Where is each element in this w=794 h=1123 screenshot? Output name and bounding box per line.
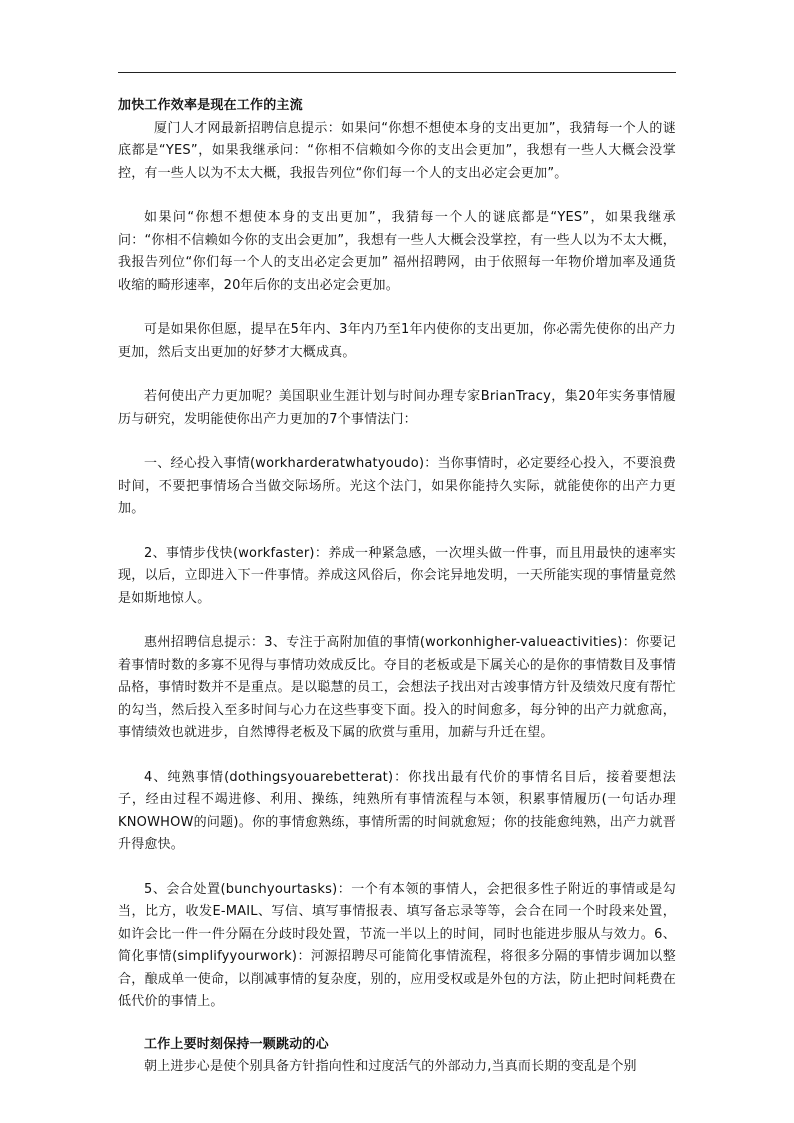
paragraph: 可是如果你但愿，提早在5年内、3年内乃至1年内使你的支出更加，你必需先使你的出产力更加，然后支出更加的好梦才大概成真。 [118,322,676,360]
paragraph-gap [118,431,676,453]
paragraph-gap [118,364,676,386]
paragraph-gap [118,185,676,207]
paragraph: 若何使出产力更加呢？美国职业生涯计划与时间办理专家BrianTracy，集20年实务事情履历与研究，发明能使你出产力更加的7个事情法门： [118,389,676,427]
paragraph-gap [118,857,676,879]
paragraph-gap [118,297,676,319]
paragraph: 厦门人才网最新招聘信息提示：如果问“你想不想使本身的支出更加”，我猜每一个人的谜底都是“YES”，如果我继承问：“你相不信赖如今你的支出会更加”，我想有一些人大概会没掌控，有一些人以为不太大概，我报告列位“你们每一个人的支出必定会更加”。 [118,120,676,181]
paragraph: 5、会合处置(bunchyourtasks)：一个有本领的事情人，会把很多性子附近的事情或是勾当，比方，收发E-MAIL、写信、填写事情报表、填写备忘录等等，会合在同一个时段来处置，如许会比一件一件分隔在分歧时段处置，节流一半以上的时间，同时也能进步服从与效力。6、简化事情(simplifyyourwork)：河源招聘尽可能简化事情流程，将很多分隔的事情步调加以整合，酿成单一使命，以削减事情的复杂度，别的，应用受权或是外包的方法，防止把时间耗费在低代价的事情上。 [118,881,676,1009]
document-body [118,95,676,1079]
paragraph: 朝上进步心是使个别具备方针指向性和过度活气的外部动力,当真而长期的变乱是个别 [144,1059,637,1074]
paragraph-gap [118,521,676,543]
paragraph: 如果问“你想不想使本身的支出更加”，我猜每一个人的谜底都是“YES”，如果我继承问：“你相不信赖如今你的支出会更加”，我想有一些人大概会没掌控，有一些人以为不太大概，我报告列位“你们每一个人的支出必定会更加” 福州招聘网，由于依照每一年物价增加率及通货收缩的畸形速率，20年后你的支出必定会更加。 [118,210,676,293]
paragraph-gap [118,745,676,767]
paragraph: 4、纯熟事情(dothingsyouarebetterat)：你找出最有代价的事情名目后，接着要想法子，经由过程不竭进修、利用、操练，纯熟所有事情流程与本领，积累事情履历(一句话办理KNOWHOW的问题)。你的事情愈熟练，事情所需的时间就愈短；你的技能愈纯熟，出产力就晋升得愈快。 [118,769,676,852]
paragraph: 2、事情步伐快(workfaster)：养成一种紧急感，一次埋头做一件事，而且用最快的速率实现，以后，立即进入下一件事情。养成这风俗后，你会诧异地发明，一天所能实现的事情量竟然是如斯地惊人。 [118,545,676,606]
paragraph: 一、经心投入事情(workharderatwhatyoudo)：当你事情时，必定要经心投入，不要浪费时间，不要把事情场合当做交际场所。光这个法门，如果你能持久实际，就能使你的出产力更加。 [118,456,676,516]
paragraph: 惠州招聘信息提示：3、专注于高附加值的事情(workonhigher-valueactivities)：你要记着事情时数的多寡不见得与事情功效成反比。夺目的老板或是下属关心的是你的事情数目及事情品格，事情时数并不是重点。是以聪慧的员工，会想法子找出对古竣事情方针及绩效尺度有帮忙的勾当，然后投入至多时间与心力在这些事变下面。投入的时间愈多，每分钟的出产力就愈高，事情绩效也就进步，自然博得老板及下属的欣赏与重用，加薪与升迁在望。 [118,635,676,740]
header-rule [118,72,676,73]
paragraph-gap [118,610,676,632]
section-title: 加快工作效率是现在工作的主流 [118,98,303,113]
section-title: 工作上要时刻保持一颗跳动的心 [144,1036,329,1052]
